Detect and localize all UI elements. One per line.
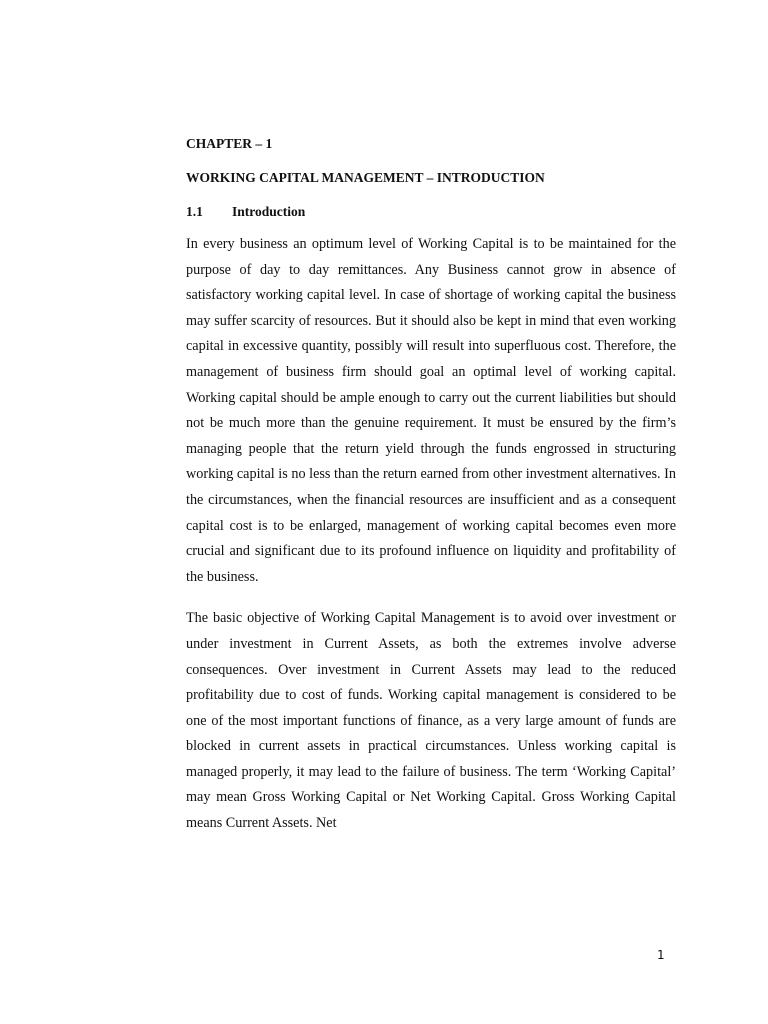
paragraph-1: In every business an optimum level of Working Capital is to be maintained for the purpose of day to day remittances. Any Business cannot grow in absence of satisfactory working capital level. In case of shortage of working capital the business may suffer scarcity of resources. But it should also be kept in mind that even working capital in excessive quantity, possibly will result into superfluous cost. Therefore, the management of business firm should goal an optimal level of working capital. Working capital should be ample enough to carry out the current liabilities but should not be much more than the genuine requirement. It must be ensured by the firm’s managing people that the return yield through the funds engrossed in structuring working capital is no less than the return earned from other investment alternatives. In the circumstances, when the financial resources are insufficient and as a consequent capital cost is to be enlarged, management of working capital becomes even more crucial and significant due to its profound influence on liquidity and profitability of the business. — [186, 236, 676, 585]
chapter-label: CHAPTER – 1 — [186, 136, 273, 151]
section-number: 1.1 — [186, 204, 203, 219]
section-title: Introduction — [232, 204, 306, 219]
page-number: 1 — [657, 948, 665, 962]
page-body — [186, 134, 676, 853]
paragraph-2: The basic objective of Working Capital Management is to avoid over investment or under investment in Current Assets, as both the extremes involve adverse consequences. Over investment in Current Assets may lead to the reduced profitability due to cost of funds. Working capital management is considered to be one of the most important functions of finance, as a very large amount of funds are blocked in current assets in practical circumstances. Unless working capital is managed properly, it may lead to the failure of business. The term ‘Working Capital’ may mean Gross Working Capital or Net Working Capital. Gross Working Capital means Current Assets. Net — [186, 610, 676, 832]
chapter-title: WORKING CAPITAL MANAGEMENT – INTRODUCTION — [186, 170, 545, 185]
section-heading — [186, 202, 676, 222]
